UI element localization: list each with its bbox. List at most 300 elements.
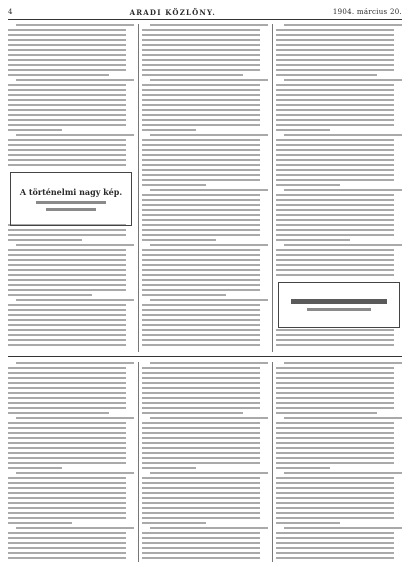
text-line-placeholder — [276, 269, 394, 271]
text-line-placeholder — [8, 517, 126, 519]
section-heading-right-subtitle-placeholder — [307, 308, 371, 311]
text-line-placeholder — [276, 154, 394, 156]
text-line-placeholder — [276, 104, 394, 106]
text-line-placeholder — [150, 79, 268, 81]
text-line-placeholder — [8, 412, 109, 414]
text-line-placeholder — [276, 412, 377, 414]
text-line-placeholder — [8, 397, 126, 399]
text-line-placeholder — [142, 412, 243, 414]
text-line-placeholder — [276, 397, 394, 399]
text-line-placeholder — [142, 174, 260, 176]
text-line-placeholder — [8, 492, 126, 494]
text-line-placeholder — [8, 309, 126, 311]
text-line-placeholder — [8, 339, 126, 341]
text-line-placeholder — [284, 189, 402, 191]
text-line-placeholder — [142, 314, 260, 316]
text-line-placeholder — [276, 114, 394, 116]
text-line-placeholder — [8, 109, 126, 111]
text-line-placeholder — [142, 492, 260, 494]
text-line-placeholder — [8, 532, 126, 534]
text-line-placeholder — [276, 39, 394, 41]
text-line-placeholder — [142, 39, 260, 41]
text-line-placeholder — [142, 164, 260, 166]
text-line-placeholder — [8, 324, 126, 326]
masthead: ARADI KÖZLÖNY. — [129, 7, 216, 17]
text-line-placeholder — [8, 284, 126, 286]
text-line-placeholder — [142, 99, 260, 101]
text-line-placeholder — [8, 547, 126, 549]
column-left-lower — [8, 362, 134, 562]
text-line-placeholder — [142, 512, 260, 514]
text-line-placeholder — [276, 492, 394, 494]
text-line-placeholder — [142, 179, 260, 181]
text-line-placeholder — [276, 367, 394, 369]
text-line-placeholder — [8, 254, 126, 256]
text-line-placeholder — [276, 29, 394, 31]
text-line-placeholder — [8, 437, 126, 439]
text-line-placeholder — [150, 134, 268, 136]
text-line-placeholder — [8, 229, 126, 231]
text-line-placeholder — [8, 372, 126, 374]
text-line-placeholder — [284, 24, 402, 26]
text-line-placeholder — [276, 99, 394, 101]
text-line-placeholder — [142, 289, 260, 291]
text-line-placeholder — [276, 54, 394, 56]
text-line-placeholder — [150, 189, 268, 191]
text-line-placeholder — [276, 59, 394, 61]
text-line-placeholder — [142, 254, 260, 256]
column-gutter-right — [272, 24, 273, 352]
text-line-placeholder — [8, 382, 126, 384]
text-line-placeholder — [276, 34, 394, 36]
text-line-placeholder — [142, 159, 260, 161]
text-line-placeholder — [8, 344, 126, 346]
column-middle-lower — [142, 362, 268, 562]
text-line-placeholder — [16, 134, 134, 136]
text-line-placeholder — [284, 417, 402, 419]
text-line-placeholder — [142, 407, 260, 409]
text-line-placeholder — [8, 49, 126, 51]
text-line-placeholder — [142, 279, 260, 281]
text-line-placeholder — [8, 392, 126, 394]
text-line-placeholder — [8, 69, 126, 71]
text-line-placeholder — [276, 89, 394, 91]
text-line-placeholder — [8, 422, 126, 424]
text-line-placeholder — [8, 39, 126, 41]
section-divider-rule — [8, 356, 402, 357]
text-line-placeholder — [276, 334, 394, 336]
text-line-placeholder — [284, 134, 402, 136]
text-line-placeholder — [142, 447, 260, 449]
text-line-placeholder — [8, 407, 126, 409]
text-line-placeholder — [142, 84, 260, 86]
text-line-placeholder — [8, 279, 126, 281]
text-line-placeholder — [142, 234, 260, 236]
text-line-placeholder — [276, 477, 394, 479]
text-line-placeholder — [142, 264, 260, 266]
text-line-placeholder — [8, 89, 126, 91]
text-line-placeholder — [8, 149, 126, 151]
text-line-placeholder — [142, 377, 260, 379]
text-line-placeholder — [276, 214, 394, 216]
text-line-placeholder — [142, 259, 260, 261]
text-line-placeholder — [142, 372, 260, 374]
text-line-placeholder — [276, 219, 394, 221]
text-line-placeholder — [8, 124, 126, 126]
text-line-placeholder — [142, 124, 260, 126]
text-line-placeholder — [8, 54, 126, 56]
text-line-placeholder — [142, 392, 260, 394]
text-line-placeholder — [276, 124, 394, 126]
text-line-placeholder — [276, 422, 394, 424]
text-line-placeholder — [276, 329, 394, 331]
text-line-placeholder — [276, 249, 394, 251]
text-line-placeholder — [8, 304, 126, 306]
text-line-placeholder — [142, 319, 260, 321]
text-line-placeholder — [276, 129, 330, 131]
text-line-placeholder — [142, 334, 260, 336]
text-line-placeholder — [142, 344, 260, 346]
text-line-placeholder — [276, 94, 394, 96]
text-line-placeholder — [142, 169, 260, 171]
header-rule — [8, 19, 402, 20]
text-line-placeholder — [276, 109, 394, 111]
text-line-placeholder — [276, 482, 394, 484]
text-line-placeholder — [142, 119, 260, 121]
text-line-placeholder — [8, 377, 126, 379]
text-line-placeholder — [142, 294, 226, 296]
text-line-placeholder — [284, 472, 402, 474]
text-line-placeholder — [8, 294, 92, 296]
text-line-placeholder — [142, 54, 260, 56]
text-line-placeholder — [276, 372, 394, 374]
text-line-placeholder — [8, 154, 126, 156]
text-line-placeholder — [8, 264, 126, 266]
text-line-placeholder — [8, 314, 126, 316]
text-line-placeholder — [8, 402, 126, 404]
text-line-placeholder — [142, 422, 260, 424]
text-line-placeholder — [150, 362, 268, 364]
text-line-placeholder — [142, 239, 216, 241]
text-line-placeholder — [142, 94, 260, 96]
text-line-placeholder — [142, 34, 260, 36]
text-line-placeholder — [276, 74, 377, 76]
newspaper-page — [8, 6, 402, 566]
text-line-placeholder — [142, 139, 260, 141]
section-heading-left-title: A történelmi nagy kép. — [19, 187, 123, 197]
text-line-placeholder — [150, 472, 268, 474]
text-line-placeholder — [16, 472, 134, 474]
text-line-placeholder — [150, 299, 268, 301]
text-line-placeholder — [284, 79, 402, 81]
text-line-placeholder — [276, 84, 394, 86]
text-line-placeholder — [142, 199, 260, 201]
text-line-placeholder — [276, 557, 394, 559]
text-line-placeholder — [284, 244, 402, 246]
text-line-placeholder — [8, 29, 126, 31]
text-line-placeholder — [142, 339, 260, 341]
text-line-placeholder — [8, 502, 126, 504]
text-line-placeholder — [142, 329, 260, 331]
text-line-placeholder — [8, 84, 126, 86]
section-heading-left-subtitle-placeholder — [36, 201, 106, 204]
text-line-placeholder — [142, 114, 260, 116]
text-line-placeholder — [276, 119, 394, 121]
text-line-placeholder — [276, 164, 394, 166]
text-line-placeholder — [142, 149, 260, 151]
text-line-placeholder — [142, 229, 260, 231]
text-line-placeholder — [142, 477, 260, 479]
text-line-placeholder — [8, 512, 126, 514]
text-line-placeholder — [8, 64, 126, 66]
text-line-placeholder — [142, 537, 260, 539]
text-line-placeholder — [8, 497, 126, 499]
text-line-placeholder — [276, 174, 394, 176]
text-line-placeholder — [8, 104, 126, 106]
text-line-placeholder — [8, 319, 126, 321]
text-line-placeholder — [142, 522, 206, 524]
text-line-placeholder — [276, 209, 394, 211]
text-line-placeholder — [142, 502, 260, 504]
column-middle-upper — [142, 24, 268, 349]
text-line-placeholder — [276, 457, 394, 459]
text-line-placeholder — [142, 452, 260, 454]
text-line-placeholder — [276, 437, 394, 439]
text-line-placeholder — [276, 144, 394, 146]
text-line-placeholder — [142, 284, 260, 286]
text-line-placeholder — [276, 522, 340, 524]
text-line-placeholder — [8, 99, 126, 101]
text-line-placeholder — [150, 417, 268, 419]
issue-date: 1904. március 20. — [332, 8, 402, 16]
text-line-placeholder — [142, 462, 260, 464]
text-line-placeholder — [8, 34, 126, 36]
text-line-placeholder — [142, 304, 260, 306]
text-line-placeholder — [16, 417, 134, 419]
text-line-placeholder — [276, 532, 394, 534]
section-heading-right-title-placeholder — [291, 299, 387, 304]
page-number: 4 — [8, 8, 13, 16]
text-line-placeholder — [142, 427, 260, 429]
text-line-placeholder — [276, 432, 394, 434]
text-line-placeholder — [142, 129, 196, 131]
text-line-placeholder — [276, 392, 394, 394]
text-line-placeholder — [276, 387, 394, 389]
text-line-placeholder — [276, 44, 394, 46]
text-line-placeholder — [142, 109, 260, 111]
text-line-placeholder — [276, 224, 394, 226]
text-line-placeholder — [142, 209, 260, 211]
text-line-placeholder — [8, 457, 126, 459]
text-line-placeholder — [8, 442, 126, 444]
text-line-placeholder — [16, 79, 134, 81]
section-heading-left — [10, 172, 132, 226]
text-line-placeholder — [150, 527, 268, 529]
text-line-placeholder — [142, 367, 260, 369]
text-line-placeholder — [276, 264, 394, 266]
text-line-placeholder — [8, 329, 126, 331]
text-line-placeholder — [8, 452, 126, 454]
text-line-placeholder — [142, 154, 260, 156]
text-line-placeholder — [142, 517, 260, 519]
text-line-placeholder — [142, 89, 260, 91]
text-line-placeholder — [142, 309, 260, 311]
text-line-placeholder — [8, 274, 126, 276]
text-line-placeholder — [276, 552, 394, 554]
text-line-placeholder — [142, 214, 260, 216]
text-line-placeholder — [142, 324, 260, 326]
text-line-placeholder — [276, 64, 394, 66]
text-line-placeholder — [142, 557, 260, 559]
text-line-placeholder — [8, 44, 126, 46]
text-line-placeholder — [16, 299, 134, 301]
text-line-placeholder — [142, 507, 260, 509]
text-line-placeholder — [142, 382, 260, 384]
text-line-placeholder — [8, 447, 126, 449]
text-line-placeholder — [142, 542, 260, 544]
text-line-placeholder — [142, 224, 260, 226]
text-line-placeholder — [142, 397, 260, 399]
text-line-placeholder — [142, 74, 243, 76]
text-line-placeholder — [8, 94, 126, 96]
text-line-placeholder — [8, 129, 62, 131]
text-line-placeholder — [142, 269, 260, 271]
text-line-placeholder — [8, 542, 126, 544]
text-line-placeholder — [276, 452, 394, 454]
text-line-placeholder — [142, 44, 260, 46]
text-line-placeholder — [8, 482, 126, 484]
text-line-placeholder — [276, 442, 394, 444]
text-line-placeholder — [8, 367, 126, 369]
text-line-placeholder — [142, 482, 260, 484]
text-line-placeholder — [276, 382, 394, 384]
text-line-placeholder — [8, 387, 126, 389]
text-line-placeholder — [276, 259, 394, 261]
text-line-placeholder — [8, 269, 126, 271]
text-line-placeholder — [276, 402, 394, 404]
text-line-placeholder — [142, 432, 260, 434]
text-line-placeholder — [142, 59, 260, 61]
text-line-placeholder — [276, 149, 394, 151]
text-line-placeholder — [276, 199, 394, 201]
text-line-placeholder — [8, 289, 126, 291]
text-line-placeholder — [276, 169, 394, 171]
text-line-placeholder — [8, 462, 126, 464]
text-line-placeholder — [142, 144, 260, 146]
text-line-placeholder — [142, 29, 260, 31]
text-line-placeholder — [276, 179, 394, 181]
text-line-placeholder — [8, 507, 126, 509]
text-line-placeholder — [284, 362, 402, 364]
text-line-placeholder — [142, 194, 260, 196]
text-line-placeholder — [8, 432, 126, 434]
text-line-placeholder — [142, 69, 260, 71]
text-line-placeholder — [8, 259, 126, 261]
text-line-placeholder — [276, 512, 394, 514]
text-line-placeholder — [8, 487, 126, 489]
text-line-placeholder — [276, 487, 394, 489]
text-line-placeholder — [8, 467, 62, 469]
text-line-placeholder — [8, 537, 126, 539]
text-line-placeholder — [276, 344, 394, 346]
running-header — [8, 6, 402, 18]
text-line-placeholder — [142, 552, 260, 554]
text-line-placeholder — [276, 547, 394, 549]
text-line-placeholder — [276, 274, 394, 276]
text-line-placeholder — [142, 497, 260, 499]
text-line-placeholder — [276, 427, 394, 429]
text-line-placeholder — [8, 522, 72, 524]
text-line-placeholder — [8, 234, 126, 236]
text-line-placeholder — [142, 184, 206, 186]
text-line-placeholder — [150, 24, 268, 26]
text-line-placeholder — [276, 69, 394, 71]
text-line-placeholder — [142, 249, 260, 251]
text-line-placeholder — [276, 447, 394, 449]
text-line-placeholder — [8, 119, 126, 121]
text-line-placeholder — [142, 487, 260, 489]
text-line-placeholder — [142, 442, 260, 444]
text-line-placeholder — [276, 49, 394, 51]
section-heading-left-byline-placeholder — [46, 208, 96, 211]
text-line-placeholder — [142, 274, 260, 276]
column-gutter-lower-right — [272, 362, 273, 562]
text-line-placeholder — [276, 139, 394, 141]
text-line-placeholder — [276, 467, 330, 469]
text-line-placeholder — [8, 74, 109, 76]
text-line-placeholder — [276, 229, 394, 231]
text-line-placeholder — [142, 219, 260, 221]
text-line-placeholder — [276, 239, 350, 241]
text-line-placeholder — [8, 144, 126, 146]
column-gutter-left — [138, 24, 139, 352]
text-line-placeholder — [8, 159, 126, 161]
column-gutter-lower-left — [138, 362, 139, 562]
text-line-placeholder — [276, 184, 340, 186]
text-line-placeholder — [8, 114, 126, 116]
text-line-placeholder — [142, 64, 260, 66]
text-line-placeholder — [276, 159, 394, 161]
text-line-placeholder — [142, 104, 260, 106]
text-line-placeholder — [142, 49, 260, 51]
text-line-placeholder — [8, 139, 126, 141]
section-heading-right — [278, 282, 400, 328]
text-line-placeholder — [276, 194, 394, 196]
text-line-placeholder — [276, 462, 394, 464]
text-line-placeholder — [276, 537, 394, 539]
text-line-placeholder — [276, 542, 394, 544]
column-right-lower — [276, 362, 402, 562]
text-line-placeholder — [8, 334, 126, 336]
text-line-placeholder — [8, 477, 126, 479]
text-line-placeholder — [276, 517, 394, 519]
text-line-placeholder — [142, 457, 260, 459]
text-line-placeholder — [142, 437, 260, 439]
text-line-placeholder — [8, 557, 126, 559]
text-line-placeholder — [16, 362, 134, 364]
text-line-placeholder — [16, 244, 134, 246]
text-line-placeholder — [276, 254, 394, 256]
text-line-placeholder — [8, 239, 82, 241]
text-line-placeholder — [8, 427, 126, 429]
text-line-placeholder — [276, 234, 394, 236]
text-line-placeholder — [16, 527, 134, 529]
text-line-placeholder — [276, 339, 394, 341]
text-line-placeholder — [8, 164, 126, 166]
text-line-placeholder — [8, 552, 126, 554]
text-line-placeholder — [276, 507, 394, 509]
text-line-placeholder — [8, 59, 126, 61]
